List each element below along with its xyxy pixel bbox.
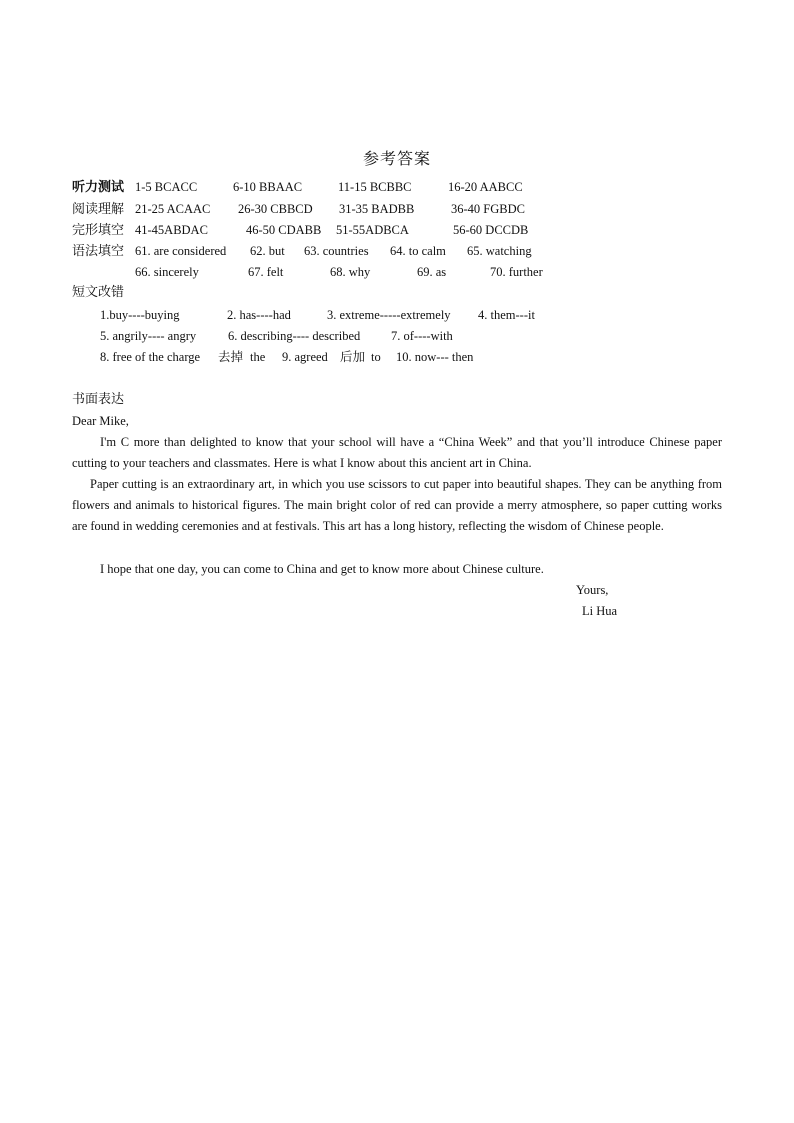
answer-row-reading — [72, 200, 525, 219]
letter-paragraph-2: Paper cutting is an extraordinary art, in which you use scissors to cut paper into beautiful shapes. They can be anything from flowers and animals to historical figures. The main bright color of red can provide a merry atmosphere, so paper cutting works are found in wedding ceremonies and at festivals. This art has a long history, reflecting the wisdom of Chinese people. — [72, 477, 722, 533]
section-heading-correction: 短文改错 — [72, 285, 125, 300]
grammar-answer: 62. but — [250, 244, 285, 258]
answer-row-cloze — [72, 221, 529, 240]
section-label-cloze: 完形填空 — [72, 223, 125, 238]
page-title: 参考答案 — [362, 149, 431, 168]
answer-group: 21-25 ACAAC — [135, 202, 211, 216]
answer-group: 41-45ABDAC — [135, 223, 208, 237]
grammar-answer: 65. watching — [467, 244, 532, 258]
correction-note: 去掉 — [218, 349, 244, 364]
answer-group: 46-50 CDABB — [246, 223, 322, 237]
letter-paragraph-3: I hope that one day, you can come to China and get to know more about Chinese culture. — [100, 562, 544, 576]
correction-item: 1.buy----buying — [100, 308, 180, 322]
section-heading-writing: 书面表达 — [72, 392, 125, 407]
grammar-answer: 64. to calm — [390, 244, 446, 258]
grammar-answer: 69. as — [417, 265, 447, 279]
correction-item: 4. them---it — [478, 308, 535, 322]
answer-group: 26-30 CBBCD — [238, 202, 313, 216]
correction-item: 10. now--- then — [396, 350, 474, 364]
letter-paragraph-1: I'm C more than delighted to know that your school will have a “China Week” and that you’ll introduce Chinese paper cutting to your teachers and classmates. Here is what I know about this ancient art in China. — [72, 435, 722, 470]
grammar-answer: 66. sincerely — [135, 265, 199, 279]
letter-closing: Yours, — [576, 583, 609, 597]
answer-group: 36-40 FGBDC — [451, 202, 525, 216]
answer-group: 1-5 BCACC — [135, 180, 198, 194]
correction-item: 3. extreme-----extremely — [327, 308, 451, 322]
correction-item: 9. agreed — [282, 350, 328, 364]
correction-item: 6. describing---- described — [228, 329, 361, 343]
correction-item: 5. angrily---- angry — [100, 329, 197, 343]
answer-group: 51-55ADBCA — [336, 223, 409, 237]
answer-group: 6-10 BBAAC — [233, 180, 303, 194]
section-label-grammar: 语法填空 — [72, 244, 125, 259]
correction-note: 后加 — [340, 349, 366, 364]
correction-item: 7. of----with — [391, 329, 453, 343]
answer-group: 56-60 DCCDB — [453, 223, 529, 237]
letter-signature: Li Hua — [582, 604, 618, 618]
section-label-listening: 听力测试 — [72, 180, 125, 195]
correction-word: to — [371, 350, 381, 364]
grammar-answer: 67. felt — [248, 265, 284, 279]
grammar-answer: 61. are considered — [135, 244, 227, 258]
letter-greeting: Dear Mike, — [72, 414, 129, 428]
answer-group: 11-15 BCBBC — [338, 180, 412, 194]
answer-row-listening — [72, 178, 523, 197]
answer-group: 16-20 AABCC — [448, 180, 523, 194]
grammar-answer: 70. further — [490, 265, 543, 279]
grammar-answer: 68. why — [330, 265, 371, 279]
answer-group: 31-35 BADBB — [339, 202, 415, 216]
correction-item: 8. free of the charge — [100, 350, 201, 364]
grammar-row-1 — [72, 242, 532, 261]
correction-item: 2. has----had — [227, 308, 291, 322]
section-label-reading: 阅读理解 — [72, 202, 125, 217]
correction-word: the — [250, 350, 266, 364]
grammar-answer: 63. countries — [304, 244, 369, 258]
